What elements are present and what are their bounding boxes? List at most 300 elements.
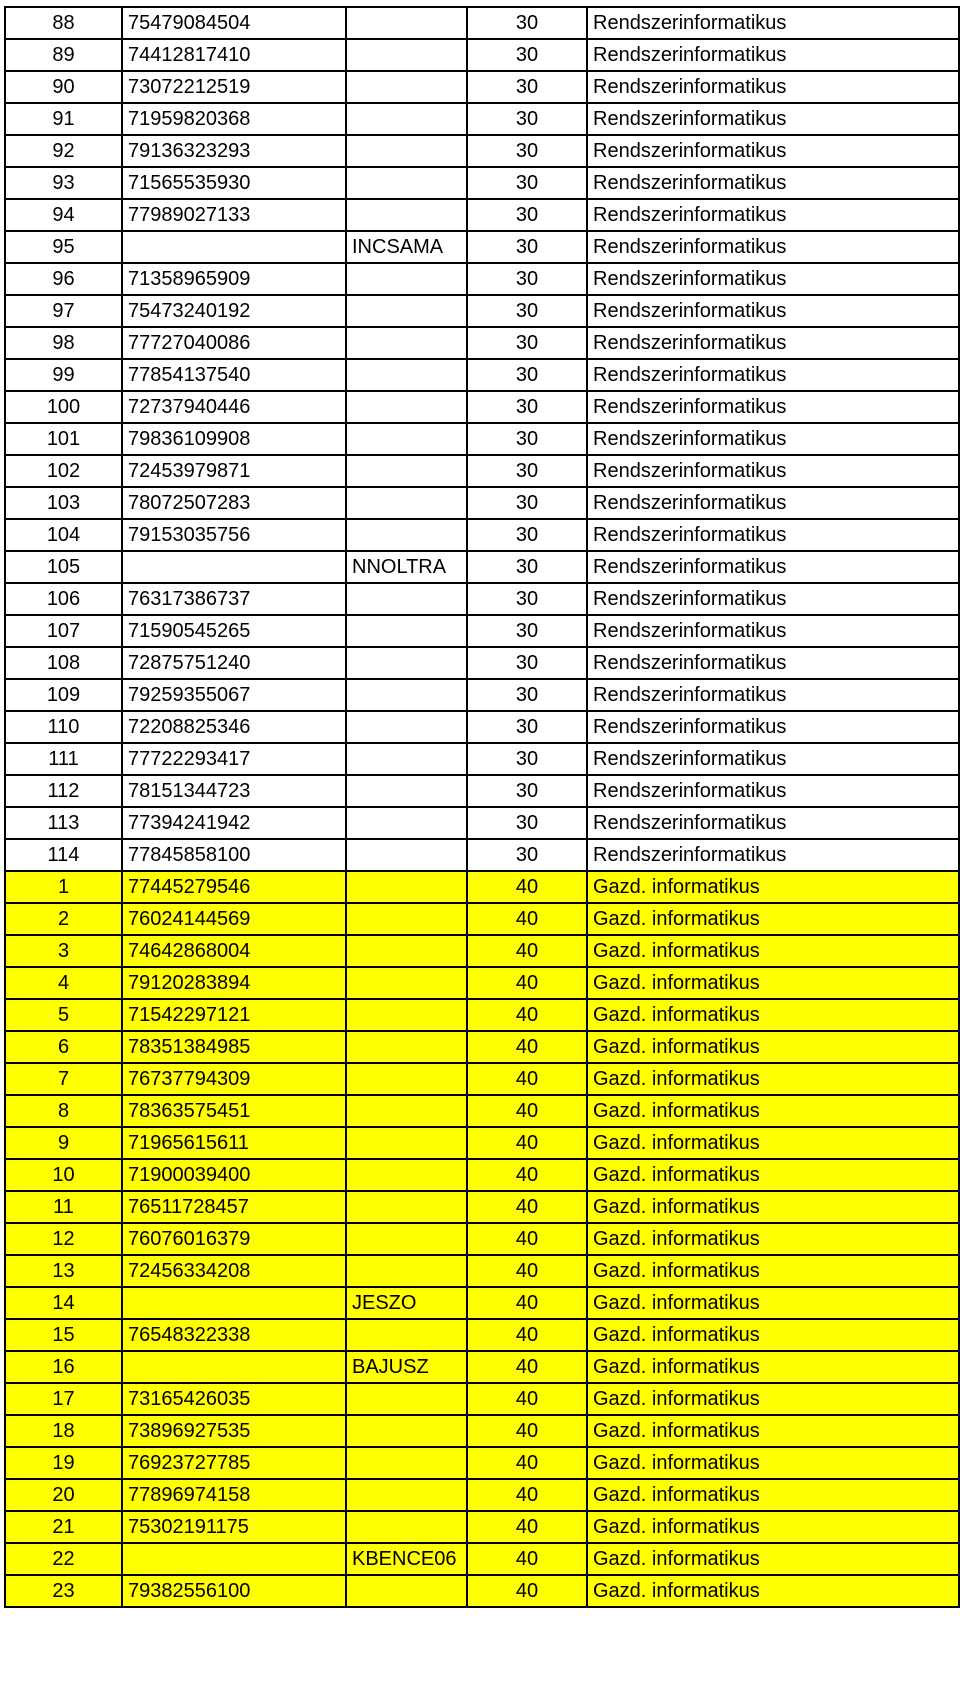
program-cell: Gazd. informatikus xyxy=(587,903,959,935)
program-cell: Rendszerinformatikus xyxy=(587,423,959,455)
program-cell: Gazd. informatikus xyxy=(587,1447,959,1479)
username-cell xyxy=(346,167,467,199)
points-cell: 30 xyxy=(467,519,587,551)
row-number-cell: 112 xyxy=(5,775,122,807)
table-row xyxy=(5,711,959,743)
row-number-cell: 12 xyxy=(5,1223,122,1255)
id-number-cell: 77989027133 xyxy=(122,199,346,231)
program-cell: Gazd. informatikus xyxy=(587,1415,959,1447)
program-cell: Gazd. informatikus xyxy=(587,1127,959,1159)
row-number-cell: 23 xyxy=(5,1575,122,1607)
points-cell: 30 xyxy=(467,583,587,615)
row-number-cell: 18 xyxy=(5,1415,122,1447)
table-row xyxy=(5,295,959,327)
points-cell: 40 xyxy=(467,1287,587,1319)
row-number-cell: 19 xyxy=(5,1447,122,1479)
table-row xyxy=(5,423,959,455)
id-number-cell: 78363575451 xyxy=(122,1095,346,1127)
points-cell: 40 xyxy=(467,1447,587,1479)
points-cell: 40 xyxy=(467,1415,587,1447)
table-row xyxy=(5,1063,959,1095)
points-cell: 30 xyxy=(467,679,587,711)
username-cell xyxy=(346,1191,467,1223)
row-number-cell: 1 xyxy=(5,871,122,903)
table-row xyxy=(5,263,959,295)
points-cell: 30 xyxy=(467,263,587,295)
program-cell: Rendszerinformatikus xyxy=(587,711,959,743)
row-number-cell: 96 xyxy=(5,263,122,295)
username-cell xyxy=(346,1223,467,1255)
points-cell: 40 xyxy=(467,1383,587,1415)
username-cell xyxy=(346,359,467,391)
id-number-cell: 77394241942 xyxy=(122,807,346,839)
row-number-cell: 100 xyxy=(5,391,122,423)
points-cell: 40 xyxy=(467,1255,587,1287)
program-cell: Rendszerinformatikus xyxy=(587,775,959,807)
table-row xyxy=(5,1319,959,1351)
points-cell: 30 xyxy=(467,455,587,487)
program-cell: Rendszerinformatikus xyxy=(587,295,959,327)
points-cell: 40 xyxy=(467,967,587,999)
program-cell: Gazd. informatikus xyxy=(587,1479,959,1511)
id-number-cell: 71542297121 xyxy=(122,999,346,1031)
row-number-cell: 21 xyxy=(5,1511,122,1543)
id-number-cell xyxy=(122,1287,346,1319)
row-number-cell: 5 xyxy=(5,999,122,1031)
id-number-cell: 73896927535 xyxy=(122,1415,346,1447)
username-cell xyxy=(346,1319,467,1351)
username-cell xyxy=(346,135,467,167)
row-number-cell: 3 xyxy=(5,935,122,967)
table-row xyxy=(5,103,959,135)
table-row xyxy=(5,1479,959,1511)
table-row xyxy=(5,1447,959,1479)
row-number-cell: 92 xyxy=(5,135,122,167)
table-row xyxy=(5,1575,959,1607)
id-number-cell: 77854137540 xyxy=(122,359,346,391)
program-cell: Gazd. informatikus xyxy=(587,1159,959,1191)
program-cell: Gazd. informatikus xyxy=(587,1223,959,1255)
program-cell: Rendszerinformatikus xyxy=(587,647,959,679)
username-cell: BAJUSZ xyxy=(346,1351,467,1383)
table-row xyxy=(5,1287,959,1319)
points-cell: 30 xyxy=(467,295,587,327)
program-cell: Rendszerinformatikus xyxy=(587,551,959,583)
id-number-cell: 74642868004 xyxy=(122,935,346,967)
table-row xyxy=(5,935,959,967)
row-number-cell: 88 xyxy=(5,7,122,39)
table-body xyxy=(5,7,959,1607)
row-number-cell: 103 xyxy=(5,487,122,519)
row-number-cell: 94 xyxy=(5,199,122,231)
id-number-cell: 78151344723 xyxy=(122,775,346,807)
table-row xyxy=(5,1255,959,1287)
id-number-cell: 72453979871 xyxy=(122,455,346,487)
row-number-cell: 17 xyxy=(5,1383,122,1415)
program-cell: Gazd. informatikus xyxy=(587,1287,959,1319)
points-cell: 30 xyxy=(467,199,587,231)
table-row xyxy=(5,135,959,167)
table-row xyxy=(5,487,959,519)
table-row xyxy=(5,199,959,231)
row-number-cell: 105 xyxy=(5,551,122,583)
points-cell: 40 xyxy=(467,935,587,967)
points-cell: 40 xyxy=(467,1351,587,1383)
table-row xyxy=(5,1127,959,1159)
program-cell: Gazd. informatikus xyxy=(587,1575,959,1607)
program-cell: Gazd. informatikus xyxy=(587,1063,959,1095)
username-cell xyxy=(346,1479,467,1511)
username-cell xyxy=(346,615,467,647)
program-cell: Gazd. informatikus xyxy=(587,1511,959,1543)
username-cell xyxy=(346,1383,467,1415)
table-row xyxy=(5,1095,959,1127)
row-number-cell: 20 xyxy=(5,1479,122,1511)
id-number-cell: 75302191175 xyxy=(122,1511,346,1543)
table-row xyxy=(5,583,959,615)
row-number-cell: 91 xyxy=(5,103,122,135)
program-cell: Rendszerinformatikus xyxy=(587,583,959,615)
program-cell: Gazd. informatikus xyxy=(587,1543,959,1575)
points-cell: 40 xyxy=(467,1479,587,1511)
username-cell xyxy=(346,519,467,551)
username-cell xyxy=(346,1127,467,1159)
program-cell: Rendszerinformatikus xyxy=(587,327,959,359)
program-cell: Gazd. informatikus xyxy=(587,935,959,967)
row-number-cell: 14 xyxy=(5,1287,122,1319)
table-row xyxy=(5,1223,959,1255)
points-cell: 40 xyxy=(467,903,587,935)
table-row xyxy=(5,167,959,199)
program-cell: Rendszerinformatikus xyxy=(587,391,959,423)
username-cell: NNOLTRA xyxy=(346,551,467,583)
points-cell: 40 xyxy=(467,1575,587,1607)
row-number-cell: 95 xyxy=(5,231,122,263)
table-row xyxy=(5,1383,959,1415)
row-number-cell: 101 xyxy=(5,423,122,455)
id-number-cell: 79259355067 xyxy=(122,679,346,711)
program-cell: Rendszerinformatikus xyxy=(587,231,959,263)
id-number-cell: 76317386737 xyxy=(122,583,346,615)
username-cell xyxy=(346,1095,467,1127)
username-cell xyxy=(346,967,467,999)
points-cell: 30 xyxy=(467,551,587,583)
row-number-cell: 93 xyxy=(5,167,122,199)
username-cell xyxy=(346,775,467,807)
id-number-cell: 77445279546 xyxy=(122,871,346,903)
username-cell xyxy=(346,743,467,775)
points-cell: 40 xyxy=(467,1543,587,1575)
username-cell xyxy=(346,903,467,935)
program-cell: Rendszerinformatikus xyxy=(587,7,959,39)
username-cell xyxy=(346,1159,467,1191)
program-cell: Gazd. informatikus xyxy=(587,871,959,903)
username-cell xyxy=(346,423,467,455)
program-cell: Gazd. informatikus xyxy=(587,967,959,999)
row-number-cell: 107 xyxy=(5,615,122,647)
row-number-cell: 99 xyxy=(5,359,122,391)
table-row xyxy=(5,1159,959,1191)
row-number-cell: 8 xyxy=(5,1095,122,1127)
id-number-cell: 77896974158 xyxy=(122,1479,346,1511)
points-cell: 30 xyxy=(467,167,587,199)
id-number-cell: 73072212519 xyxy=(122,71,346,103)
row-number-cell: 97 xyxy=(5,295,122,327)
points-cell: 40 xyxy=(467,1031,587,1063)
table-row xyxy=(5,7,959,39)
row-number-cell: 22 xyxy=(5,1543,122,1575)
table-row xyxy=(5,1191,959,1223)
points-cell: 40 xyxy=(467,1191,587,1223)
program-cell: Rendszerinformatikus xyxy=(587,39,959,71)
table-row xyxy=(5,1031,959,1063)
points-cell: 30 xyxy=(467,839,587,871)
id-number-cell: 71590545265 xyxy=(122,615,346,647)
points-cell: 40 xyxy=(467,1159,587,1191)
row-number-cell: 11 xyxy=(5,1191,122,1223)
table-row xyxy=(5,679,959,711)
table-row xyxy=(5,807,959,839)
id-number-cell xyxy=(122,231,346,263)
program-cell: Gazd. informatikus xyxy=(587,1319,959,1351)
id-number-cell: 79136323293 xyxy=(122,135,346,167)
points-cell: 40 xyxy=(467,1511,587,1543)
username-cell xyxy=(346,679,467,711)
program-cell: Rendszerinformatikus xyxy=(587,199,959,231)
points-cell: 30 xyxy=(467,807,587,839)
program-cell: Gazd. informatikus xyxy=(587,1191,959,1223)
program-cell: Rendszerinformatikus xyxy=(587,167,959,199)
points-cell: 30 xyxy=(467,775,587,807)
username-cell xyxy=(346,487,467,519)
username-cell xyxy=(346,295,467,327)
username-cell xyxy=(346,263,467,295)
username-cell xyxy=(346,1575,467,1607)
username-cell xyxy=(346,935,467,967)
row-number-cell: 13 xyxy=(5,1255,122,1287)
points-cell: 30 xyxy=(467,423,587,455)
username-cell xyxy=(346,455,467,487)
username-cell xyxy=(346,39,467,71)
table-row xyxy=(5,871,959,903)
points-cell: 30 xyxy=(467,231,587,263)
id-number-cell: 79120283894 xyxy=(122,967,346,999)
username-cell: KBENCE06 xyxy=(346,1543,467,1575)
row-number-cell: 113 xyxy=(5,807,122,839)
id-number-cell: 71965615611 xyxy=(122,1127,346,1159)
table-row xyxy=(5,615,959,647)
program-cell: Rendszerinformatikus xyxy=(587,455,959,487)
program-cell: Gazd. informatikus xyxy=(587,1095,959,1127)
row-number-cell: 4 xyxy=(5,967,122,999)
program-cell: Rendszerinformatikus xyxy=(587,71,959,103)
username-cell xyxy=(346,1031,467,1063)
username-cell xyxy=(346,839,467,871)
row-number-cell: 108 xyxy=(5,647,122,679)
row-number-cell: 114 xyxy=(5,839,122,871)
points-cell: 30 xyxy=(467,327,587,359)
program-cell: Gazd. informatikus xyxy=(587,1255,959,1287)
row-number-cell: 109 xyxy=(5,679,122,711)
program-cell: Rendszerinformatikus xyxy=(587,519,959,551)
username-cell xyxy=(346,71,467,103)
program-cell: Rendszerinformatikus xyxy=(587,487,959,519)
id-number-cell: 71900039400 xyxy=(122,1159,346,1191)
points-cell: 40 xyxy=(467,871,587,903)
username-cell xyxy=(346,1511,467,1543)
points-cell: 40 xyxy=(467,1127,587,1159)
table-row xyxy=(5,391,959,423)
id-number-cell: 76548322338 xyxy=(122,1319,346,1351)
row-number-cell: 98 xyxy=(5,327,122,359)
program-cell: Rendszerinformatikus xyxy=(587,359,959,391)
id-number-cell: 72456334208 xyxy=(122,1255,346,1287)
id-number-cell xyxy=(122,551,346,583)
username-cell xyxy=(346,583,467,615)
table-row xyxy=(5,1543,959,1575)
row-number-cell: 2 xyxy=(5,903,122,935)
row-number-cell: 104 xyxy=(5,519,122,551)
program-cell: Rendszerinformatikus xyxy=(587,807,959,839)
id-number-cell: 76737794309 xyxy=(122,1063,346,1095)
results-table xyxy=(4,6,960,1608)
id-number-cell: 71565535930 xyxy=(122,167,346,199)
row-number-cell: 7 xyxy=(5,1063,122,1095)
id-number-cell: 76923727785 xyxy=(122,1447,346,1479)
table-row xyxy=(5,71,959,103)
points-cell: 30 xyxy=(467,711,587,743)
id-number-cell: 78072507283 xyxy=(122,487,346,519)
id-number-cell: 73165426035 xyxy=(122,1383,346,1415)
table-row xyxy=(5,1351,959,1383)
id-number-cell: 77845858100 xyxy=(122,839,346,871)
points-cell: 30 xyxy=(467,359,587,391)
program-cell: Rendszerinformatikus xyxy=(587,263,959,295)
program-cell: Rendszerinformatikus xyxy=(587,615,959,647)
username-cell xyxy=(346,1415,467,1447)
row-number-cell: 110 xyxy=(5,711,122,743)
program-cell: Gazd. informatikus xyxy=(587,1351,959,1383)
table-row xyxy=(5,551,959,583)
id-number-cell: 77727040086 xyxy=(122,327,346,359)
points-cell: 30 xyxy=(467,39,587,71)
table-row xyxy=(5,999,959,1031)
points-cell: 40 xyxy=(467,1223,587,1255)
id-number-cell: 78351384985 xyxy=(122,1031,346,1063)
program-cell: Gazd. informatikus xyxy=(587,999,959,1031)
id-number-cell xyxy=(122,1543,346,1575)
id-number-cell: 79382556100 xyxy=(122,1575,346,1607)
points-cell: 30 xyxy=(467,71,587,103)
points-cell: 30 xyxy=(467,135,587,167)
id-number-cell: 74412817410 xyxy=(122,39,346,71)
username-cell xyxy=(346,103,467,135)
id-number-cell: 76511728457 xyxy=(122,1191,346,1223)
points-cell: 40 xyxy=(467,999,587,1031)
username-cell xyxy=(346,807,467,839)
row-number-cell: 111 xyxy=(5,743,122,775)
username-cell xyxy=(346,871,467,903)
username-cell xyxy=(346,647,467,679)
id-number-cell: 77722293417 xyxy=(122,743,346,775)
table-row xyxy=(5,903,959,935)
table-row xyxy=(5,231,959,263)
row-number-cell: 10 xyxy=(5,1159,122,1191)
table-row xyxy=(5,967,959,999)
points-cell: 30 xyxy=(467,743,587,775)
row-number-cell: 90 xyxy=(5,71,122,103)
program-cell: Rendszerinformatikus xyxy=(587,135,959,167)
table-row xyxy=(5,647,959,679)
username-cell xyxy=(346,1255,467,1287)
username-cell xyxy=(346,7,467,39)
program-cell: Rendszerinformatikus xyxy=(587,679,959,711)
id-number-cell: 79836109908 xyxy=(122,423,346,455)
table-row xyxy=(5,455,959,487)
table-row xyxy=(5,519,959,551)
program-cell: Gazd. informatikus xyxy=(587,1031,959,1063)
id-number-cell: 72208825346 xyxy=(122,711,346,743)
row-number-cell: 102 xyxy=(5,455,122,487)
username-cell: JESZO xyxy=(346,1287,467,1319)
username-cell xyxy=(346,1447,467,1479)
id-number-cell: 71358965909 xyxy=(122,263,346,295)
program-cell: Rendszerinformatikus xyxy=(587,103,959,135)
points-cell: 30 xyxy=(467,647,587,679)
username-cell xyxy=(346,999,467,1031)
row-number-cell: 16 xyxy=(5,1351,122,1383)
table-row xyxy=(5,359,959,391)
id-number-cell xyxy=(122,1351,346,1383)
id-number-cell: 72737940446 xyxy=(122,391,346,423)
row-number-cell: 9 xyxy=(5,1127,122,1159)
id-number-cell: 71959820368 xyxy=(122,103,346,135)
points-cell: 30 xyxy=(467,7,587,39)
program-cell: Rendszerinformatikus xyxy=(587,743,959,775)
username-cell xyxy=(346,1063,467,1095)
id-number-cell: 76024144569 xyxy=(122,903,346,935)
username-cell xyxy=(346,327,467,359)
points-cell: 30 xyxy=(467,487,587,519)
table-row xyxy=(5,327,959,359)
id-number-cell: 72875751240 xyxy=(122,647,346,679)
username-cell: INCSAMA xyxy=(346,231,467,263)
points-cell: 30 xyxy=(467,615,587,647)
id-number-cell: 75473240192 xyxy=(122,295,346,327)
table-row xyxy=(5,775,959,807)
program-cell: Gazd. informatikus xyxy=(587,1383,959,1415)
id-number-cell: 79153035756 xyxy=(122,519,346,551)
username-cell xyxy=(346,391,467,423)
points-cell: 30 xyxy=(467,103,587,135)
row-number-cell: 15 xyxy=(5,1319,122,1351)
row-number-cell: 6 xyxy=(5,1031,122,1063)
table-row xyxy=(5,839,959,871)
points-cell: 40 xyxy=(467,1095,587,1127)
program-cell: Rendszerinformatikus xyxy=(587,839,959,871)
row-number-cell: 89 xyxy=(5,39,122,71)
row-number-cell: 106 xyxy=(5,583,122,615)
username-cell xyxy=(346,199,467,231)
table-row xyxy=(5,1415,959,1447)
id-number-cell: 75479084504 xyxy=(122,7,346,39)
table-row xyxy=(5,743,959,775)
points-cell: 40 xyxy=(467,1319,587,1351)
points-cell: 30 xyxy=(467,391,587,423)
table-row xyxy=(5,39,959,71)
username-cell xyxy=(346,711,467,743)
table-row xyxy=(5,1511,959,1543)
